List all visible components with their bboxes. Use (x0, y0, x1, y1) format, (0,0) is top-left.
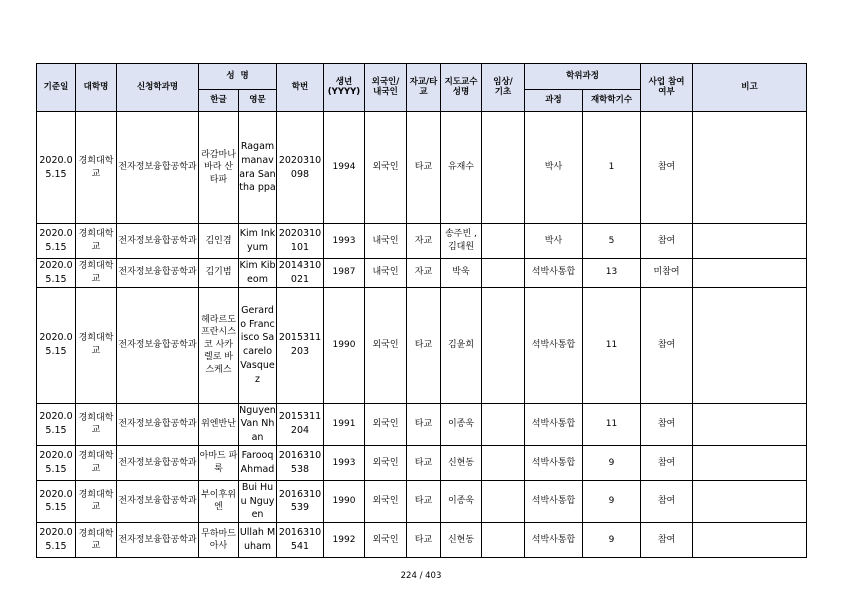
birth-year-cell: 1993 (324, 224, 365, 259)
department-cell: 전자정보융합공학과 (117, 480, 199, 522)
course-cell: 석박사통합 (525, 445, 583, 480)
date-cell: 2020.05.15 (37, 480, 76, 522)
table-row (37, 259, 807, 288)
participation-cell: 참여 (641, 287, 693, 403)
name-en-cell: Bui Huu Nguyen (239, 480, 277, 522)
header-degree-group: 학위과정 (525, 64, 641, 90)
semesters-cell: 11 (583, 403, 641, 445)
header-nationality: 외국인/ 내국인 (365, 64, 407, 112)
clinical-cell (482, 480, 525, 522)
table-row (37, 523, 807, 558)
semesters-cell: 5 (583, 224, 641, 259)
university-cell: 경희대학교 (76, 403, 117, 445)
remarks-cell (693, 112, 807, 224)
semesters-cell: 13 (583, 259, 641, 288)
name-kr-cell: 김기범 (199, 259, 239, 288)
name-en-cell: Gerardo Francisco Sacarelo Vasquez (239, 287, 277, 403)
school-cell: 타교 (407, 287, 441, 403)
date-cell: 2020.05.15 (37, 224, 76, 259)
student-table-sheet (36, 63, 807, 558)
student-table (36, 63, 807, 558)
remarks-cell (693, 403, 807, 445)
nationality-cell: 외국인 (365, 480, 407, 522)
participation-cell: 참여 (641, 480, 693, 522)
semesters-cell: 9 (583, 445, 641, 480)
clinical-cell (482, 112, 525, 224)
course-cell: 석박사통합 (525, 480, 583, 522)
header-participation: 사업 참여 여부 (641, 64, 693, 112)
advisor-cell: 박욱 (441, 259, 482, 288)
course-cell: 석박사통합 (525, 259, 583, 288)
table-row (37, 403, 807, 445)
participation-cell: 참여 (641, 523, 693, 558)
semesters-cell: 9 (583, 480, 641, 522)
school-cell: 자교 (407, 259, 441, 288)
school-cell: 타교 (407, 445, 441, 480)
university-cell: 경희대학교 (76, 224, 117, 259)
name-kr-cell: 라감마나 바라 산 타파 (199, 112, 239, 224)
advisor-cell: 이종욱 (441, 403, 482, 445)
birth-year-cell: 1992 (324, 523, 365, 558)
clinical-cell (482, 259, 525, 288)
advisor-cell: 김윤희 (441, 287, 482, 403)
school-cell: 타교 (407, 403, 441, 445)
university-cell: 경희대학교 (76, 112, 117, 224)
header-student-id: 학번 (277, 64, 324, 112)
date-cell: 2020.05.15 (37, 287, 76, 403)
name-kr-cell: 헤라르도 프란시스 코 사카 렐로 바 스케스 (199, 287, 239, 403)
name-en-cell: Ragam manav ara Santha ppa (239, 112, 277, 224)
semesters-cell: 1 (583, 112, 641, 224)
birth-year-cell: 1987 (324, 259, 365, 288)
school-cell: 타교 (407, 523, 441, 558)
university-cell: 경희대학교 (76, 480, 117, 522)
department-cell: 전자정보융합공학과 (117, 523, 199, 558)
header-semesters: 재학학기수 (583, 90, 641, 112)
student-id-cell: 2015311203 (277, 287, 324, 403)
remarks-cell (693, 480, 807, 522)
advisor-cell: 이종욱 (441, 480, 482, 522)
student-id-cell: 2014310021 (277, 259, 324, 288)
date-cell: 2020.05.15 (37, 523, 76, 558)
date-cell: 2020.05.15 (37, 445, 76, 480)
table-row (37, 224, 807, 259)
name-en-cell: Farooq Ahmad (239, 445, 277, 480)
nationality-cell: 내국인 (365, 259, 407, 288)
table-row (37, 480, 807, 522)
advisor-cell: 신현동 (441, 445, 482, 480)
birth-year-cell: 1990 (324, 287, 365, 403)
clinical-cell (482, 523, 525, 558)
semesters-cell: 11 (583, 287, 641, 403)
name-en-cell: Ullah Muham (239, 523, 277, 558)
advisor-cell: 송주빈 ,김대원 (441, 224, 482, 259)
participation-cell: 미참여 (641, 259, 693, 288)
student-id-cell: 2020310098 (277, 112, 324, 224)
nationality-cell: 외국인 (365, 287, 407, 403)
birth-year-cell: 1990 (324, 480, 365, 522)
nationality-cell: 내국인 (365, 224, 407, 259)
table-row (37, 445, 807, 480)
course-cell: 석박사통합 (525, 287, 583, 403)
nationality-cell: 외국인 (365, 112, 407, 224)
birth-year-cell: 1994 (324, 112, 365, 224)
remarks-cell (693, 224, 807, 259)
remarks-cell (693, 445, 807, 480)
header-university: 대학명 (76, 64, 117, 112)
university-cell: 경희대학교 (76, 445, 117, 480)
course-cell: 석박사통합 (525, 523, 583, 558)
header-school: 자교/타 교 (407, 64, 441, 112)
clinical-cell (482, 224, 525, 259)
remarks-cell (693, 287, 807, 403)
table-row (37, 112, 807, 224)
header-remarks: 비고 (693, 64, 807, 112)
name-en-cell: Kim Inkyum (239, 224, 277, 259)
student-id-cell: 2016310541 (277, 523, 324, 558)
course-cell: 박사 (525, 224, 583, 259)
department-cell: 전자정보융합공학과 (117, 259, 199, 288)
school-cell: 타교 (407, 112, 441, 224)
department-cell: 전자정보융합공학과 (117, 287, 199, 403)
header-name-group: 성 명 (199, 64, 277, 90)
header-date: 기준일 (37, 64, 76, 112)
university-cell: 경희대학교 (76, 259, 117, 288)
date-cell: 2020.05.15 (37, 259, 76, 288)
birth-year-cell: 1993 (324, 445, 365, 480)
nationality-cell: 외국인 (365, 445, 407, 480)
header-department: 신청학과명 (117, 64, 199, 112)
header-clinical: 임상/ 기초 (482, 64, 525, 112)
page-number: 224 / 403 (400, 571, 442, 581)
table-body (37, 112, 807, 558)
student-id-cell: 2016310538 (277, 445, 324, 480)
table-row (37, 287, 807, 403)
name-kr-cell: 위엔반난 (199, 403, 239, 445)
department-cell: 전자정보융합공학과 (117, 445, 199, 480)
header-course: 과정 (525, 90, 583, 112)
participation-cell: 참여 (641, 112, 693, 224)
student-id-cell: 2016310539 (277, 480, 324, 522)
header-name-kr: 한글 (199, 90, 239, 112)
clinical-cell (482, 287, 525, 403)
date-cell: 2020.05.15 (37, 403, 76, 445)
participation-cell: 참여 (641, 403, 693, 445)
school-cell: 타교 (407, 480, 441, 522)
name-kr-cell: 부이후위 엔 (199, 480, 239, 522)
university-cell: 경희대학교 (76, 523, 117, 558)
remarks-cell (693, 259, 807, 288)
header-name-en: 영문 (239, 90, 277, 112)
nationality-cell: 외국인 (365, 403, 407, 445)
clinical-cell (482, 403, 525, 445)
department-cell: 전자정보융합공학과 (117, 403, 199, 445)
name-kr-cell: 무하마드 아사 (199, 523, 239, 558)
advisor-cell: 유재수 (441, 112, 482, 224)
course-cell: 석박사통합 (525, 403, 583, 445)
birth-year-cell: 1991 (324, 403, 365, 445)
advisor-cell: 신현동 (441, 523, 482, 558)
participation-cell: 참여 (641, 445, 693, 480)
university-cell: 경희대학교 (76, 287, 117, 403)
course-cell: 박사 (525, 112, 583, 224)
name-kr-cell: 아마드 파룩 (199, 445, 239, 480)
nationality-cell: 외국인 (365, 523, 407, 558)
school-cell: 자교 (407, 224, 441, 259)
header-advisor: 지도교수 성명 (441, 64, 482, 112)
semesters-cell: 9 (583, 523, 641, 558)
clinical-cell (482, 445, 525, 480)
header-birth-year: 생년 (YYYY) (324, 64, 365, 112)
date-cell: 2020.05.15 (37, 112, 76, 224)
name-en-cell: Nguyen Van Nhan (239, 403, 277, 445)
remarks-cell (693, 523, 807, 558)
participation-cell: 참여 (641, 224, 693, 259)
name-kr-cell: 김인겸 (199, 224, 239, 259)
name-en-cell: Kim Kibeom (239, 259, 277, 288)
student-id-cell: 2020310101 (277, 224, 324, 259)
student-id-cell: 2015311204 (277, 403, 324, 445)
department-cell: 전자정보융합공학과 (117, 112, 199, 224)
department-cell: 전자정보융합공학과 (117, 224, 199, 259)
